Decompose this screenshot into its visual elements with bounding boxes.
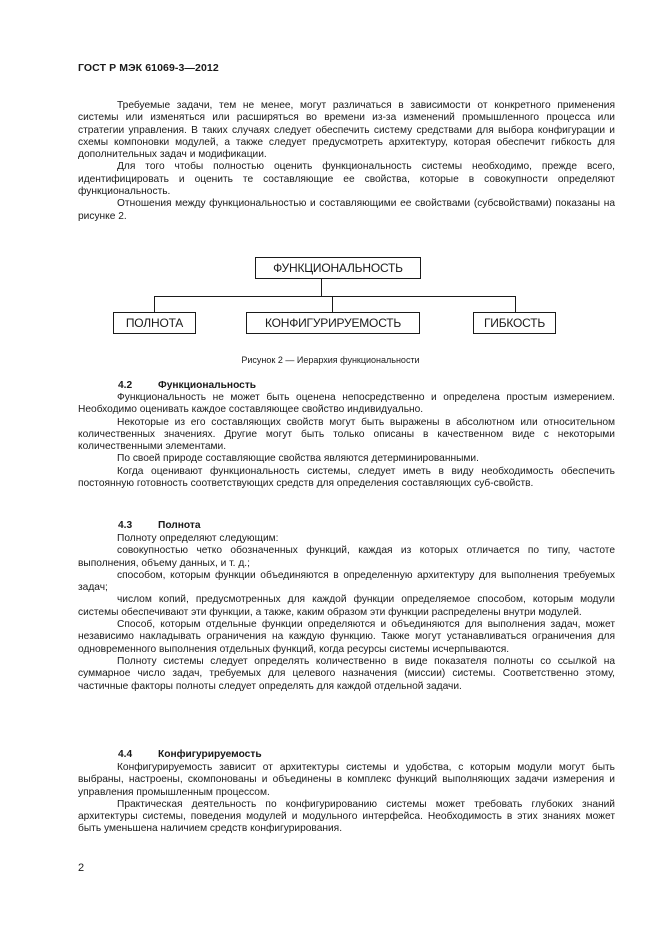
intro-text (78, 100, 615, 223)
paragraph: совокупностью четко обозначенных функций, каждая из которых отличается по типу, частоте выполнения, объему данных, и т. д.; (78, 545, 615, 569)
paragraph: Практическая деятельность по конфигурированию системы может требовать глубоких знаний архитектуры системы, поведения модулей и модульного интерфейса. Необходимость в этих знаниях может быть уменьшена наличием средств конфигурирования. (78, 798, 615, 835)
section-heading (118, 520, 201, 531)
paragraph: Конфигурируемость зависит от архитектуры системы и удобства, с которым модули могут быть выбраны, настроены, скомпонованы и объединены в комплекс функций выполняющих задачи измерения и управления промышленным процессом. (78, 762, 615, 798)
child-box-configurability: КОНФИГУРИРУЕМОСТЬ (246, 312, 420, 334)
paragraph: Функциональность не может быть оценена непосредственно и определена простым измерением. Необходимо оценивать каждое составляющее свойство индивидуально. (78, 392, 615, 416)
figure-caption: Рисунок 2 — Иерархия функциональности (241, 355, 420, 365)
paragraph: числом копий, предусмотренных для каждой функции определяемое способом, которым модули системы обеспечивают эти функции, а также, каким образом эти функции распределены внутри модулей. (78, 594, 615, 618)
paragraph: По своей природе составляющие свойства являются детерминированными. (117, 453, 479, 465)
child-box-completeness: ПОЛНОТА (113, 312, 196, 334)
section-title: Конфигурируемость (158, 749, 262, 760)
paragraph: способом, которым функции объединяются в определенную архитектуру для выполнения требуемых задач; (78, 569, 615, 594)
paragraph: Некоторые из его составляющих свойств могут быть выражены в абсолютном или относительном количественных значениях. Другие могут быть только описаны в качественном виде с некоторыми количественными элементами. (78, 416, 615, 453)
section-4-2-text (78, 392, 615, 490)
connector-line (515, 296, 516, 312)
section-number: 4.3 (118, 520, 133, 531)
document-header: ГОСТ Р МЭК 61069-3—2012 (78, 62, 219, 74)
page-number: 2 (78, 862, 85, 874)
paragraph: Полноту определяют следующим: (117, 533, 279, 544)
section-title: Полнота (158, 520, 201, 531)
connector-line (154, 296, 516, 297)
section-number: 4.2 (118, 380, 133, 391)
section-number: 4.4 (118, 749, 133, 760)
paragraph: Для того чтобы полностью оценить функциональность системы необходимо, прежде всего, идентифицировать и оценить те составляющие ее свойства, которые в совокупности определяют функциональность. (78, 161, 615, 198)
paragraph: Способ, которым отдельные функции определяются и объединяются для выполнения задач, может независимо накладывать ограничения на каждую функцию. Также могут устанавливаться ограничения для одновременного выполнения отдельных функций, когда ресурсы системы исчерпываются. (78, 619, 615, 655)
paragraph: Требуемые задачи, тем не менее, могут различаться в зависимости от конкретного применения системы или изменяться или расширяться во времени из-за изменений промышленного процесса или стратегии управления. В таких случаях следует обеспечить систему средствами для выбора конфигурации и схемы компоновки модулей, а также следует предусмотреть архитектуру, которая обеспечит гибкость для дополнительных задач и модификации. (78, 100, 615, 161)
section-4-4-text (78, 762, 615, 836)
root-box: ФУНКЦИОНАЛЬНОСТЬ (255, 257, 421, 279)
connector-line (154, 296, 155, 312)
section-4-3-text (78, 533, 615, 693)
section-heading (118, 380, 256, 391)
connector-line (321, 279, 322, 297)
section-heading (118, 749, 262, 760)
connector-line (332, 296, 333, 312)
paragraph: Когда оценивают функциональность системы, следует иметь в виду необходимость обеспечить постоянную готовность соответствующих средств для определения составляющих суб-свойств. (78, 465, 615, 490)
child-box-flexibility: ГИБКОСТЬ (473, 312, 556, 334)
paragraph: Полноту системы следует определять количественно в виде показателя полноты со ссылкой на суммарное число задач, требуемых для целевого назначения (миссии) системы. Соответственно этому, частичные факторы полноты следует определять для каждой отдельной задачи. (78, 655, 615, 692)
paragraph: Отношения между функциональностью и составляющими ее свойствами (субсвойствами) показаны на рисунке 2. (78, 198, 615, 222)
section-title: Функциональность (158, 380, 257, 391)
